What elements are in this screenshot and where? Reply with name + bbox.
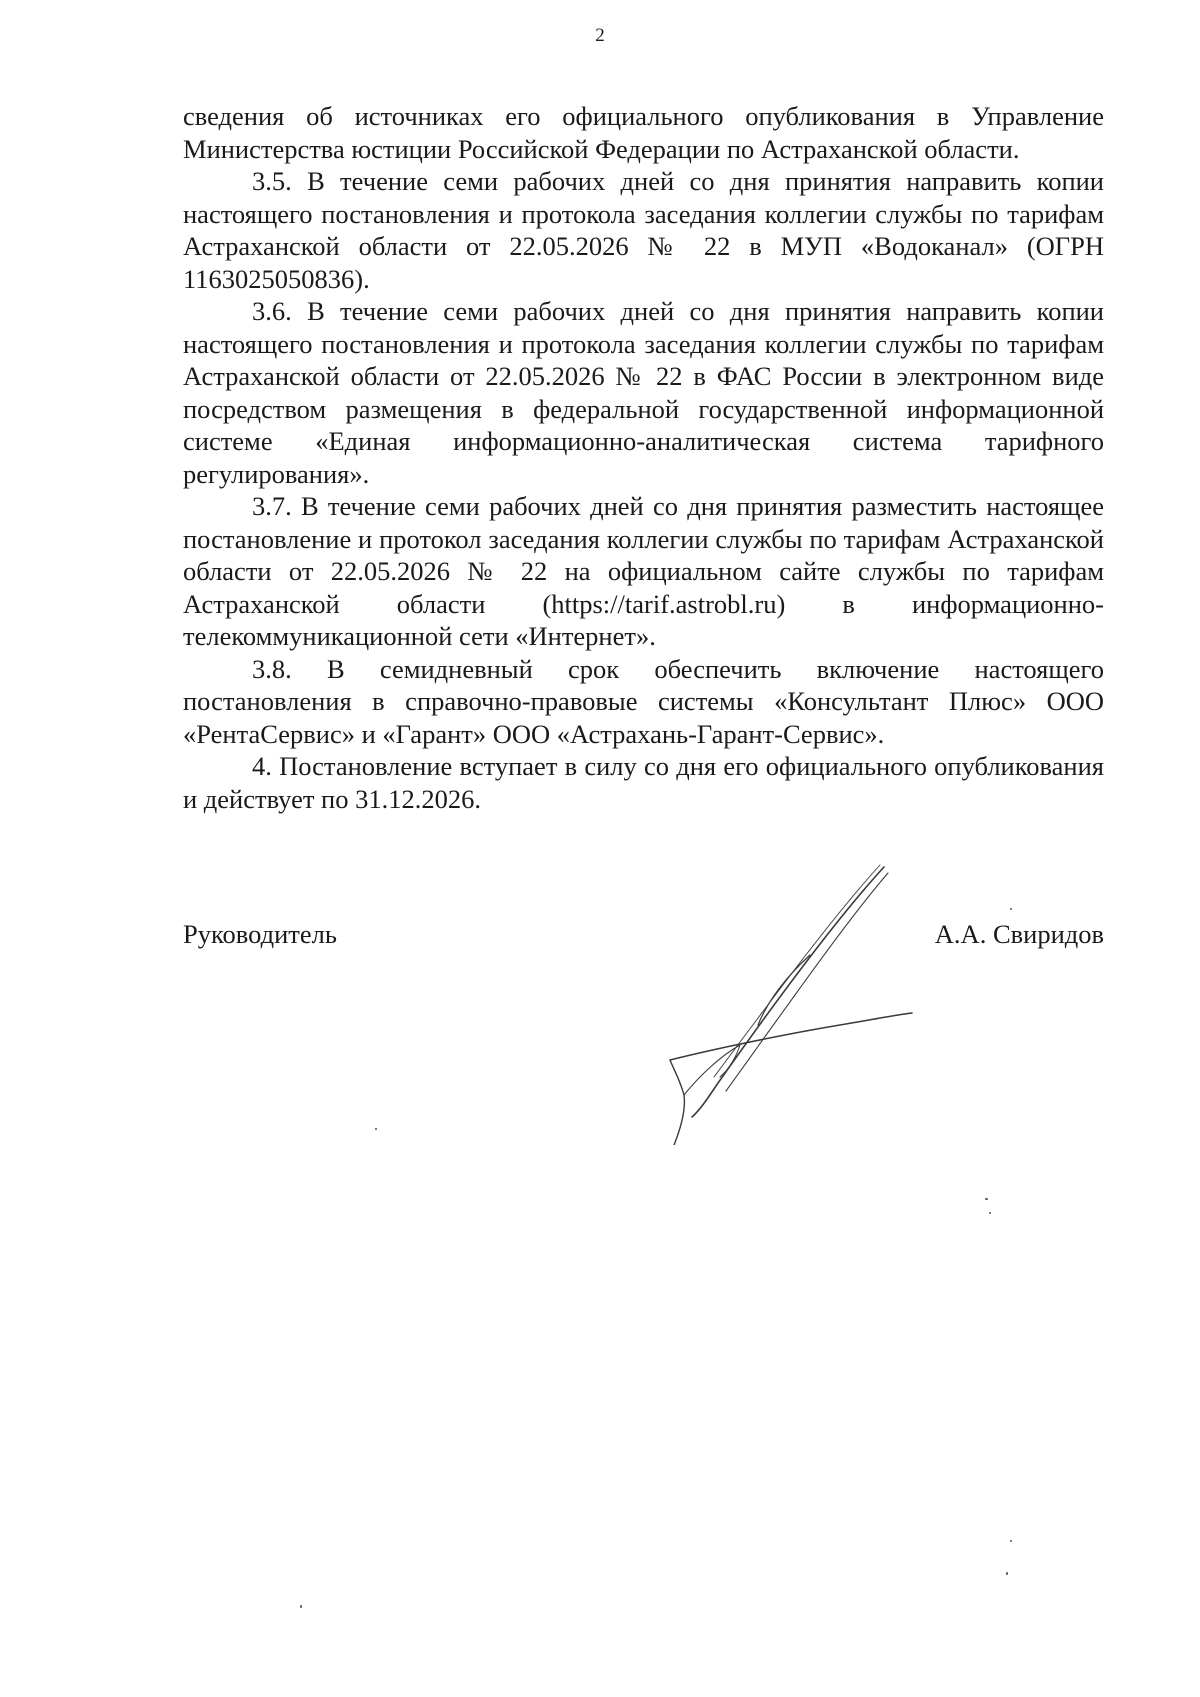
handwritten-signature [640, 855, 920, 1145]
scan-speck [375, 1128, 377, 1130]
scan-speck [1006, 1572, 1008, 1575]
paragraph-4: 4. Постановление вступает в силу со дня его официального опубликования и действует по 31.12.2026. [183, 751, 1104, 814]
scan-speck [1010, 1540, 1012, 1542]
paragraph-continuation: сведения об источниках его официального опубликования в Управление Министерства юстиции Российской Федерации по Астраханской области. [183, 101, 1104, 164]
signatory-name: А.А. Свиридов [934, 919, 1104, 949]
scan-speck [989, 1212, 991, 1214]
paragraph-3-8: 3.8. В семидневный срок обеспечить включение настоящего постановления в справочно-правовые системы «Консультант Плюс» ООО «РентаСервис» и «Гарант» ООО «Астрахань-Гарант-Сервис». [183, 653, 1104, 749]
scan-speck [985, 1198, 988, 1200]
page-number: 2 [595, 25, 605, 46]
paragraph-3-6: 3.6. В течение семи рабочих дней со дня принятия направить копии настоящего постановления и протокола заседания коллегии службы по тарифам Астраханской области от 22.05.2026 № 22 в ФАС России в электронном виде посредством размещения в федеральной государственной информационной системе «Единая информационно-аналитическая система тарифного регулирования». [183, 296, 1104, 489]
signatory-title: Руководитель [183, 919, 337, 949]
paragraph-3-7: 3.7. В течение семи рабочих дней со дня принятия разместить настоящее постановление и протокол заседания коллегии службы по тарифам Астраханской области от 22.05.2026 № 22 на официальном сайте службы по тарифам Астраханской области (https://tarif.astrobl.ru) в информационно-телекоммуникационной сети «Интернет». [183, 491, 1104, 651]
paragraph-3-5: 3.5. В течение семи рабочих дней со дня принятия направить копии настоящего постановления и протокола заседания коллегии службы по тарифам Астраханской области от 22.05.2026 № 22 в МУП «Водоканал» (ОГРН 1163025050836). [183, 166, 1104, 294]
scan-speck [300, 1605, 302, 1608]
scan-speck [1010, 908, 1012, 910]
document-body [183, 100, 1104, 815]
